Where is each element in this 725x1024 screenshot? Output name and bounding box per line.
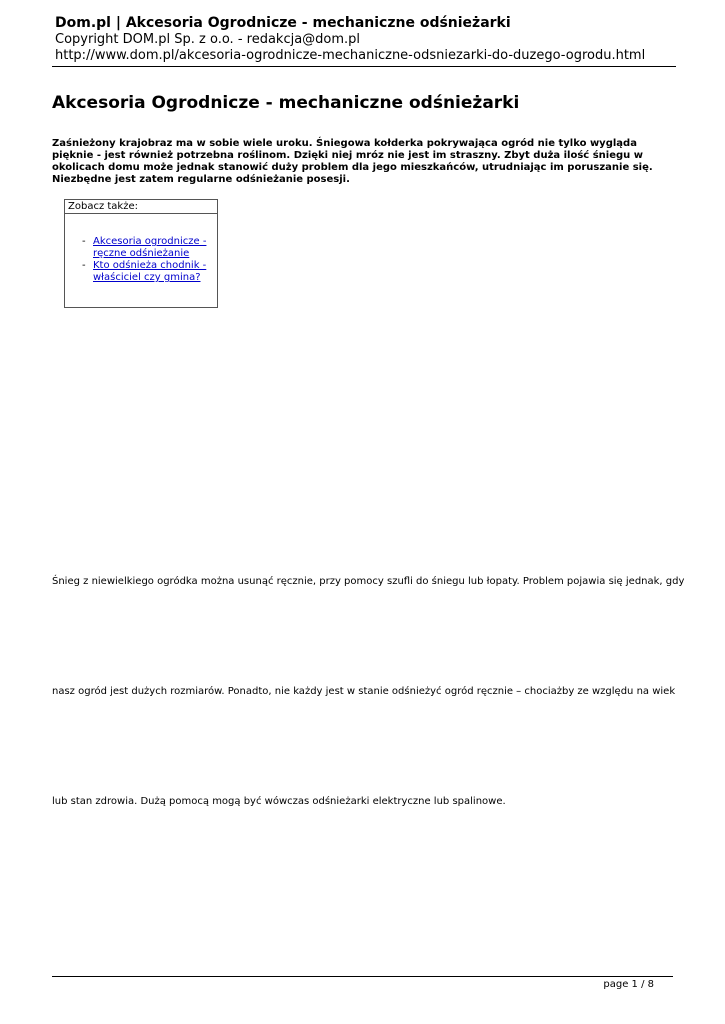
list-bullet: -	[82, 260, 86, 271]
copyright-line: Copyright DOM.pl Sp. z o.o. - redakcja@dom.pl	[55, 32, 361, 47]
list-bullet: -	[82, 236, 86, 247]
body-text-line: Śnieg z niewielkiego ogródka można usunąć ręcznie, przy pomocy szufli do śniegu lub łopaty. Problem pojawia się jednak, gdy	[52, 576, 685, 587]
see-also-box	[64, 199, 218, 308]
article-lead: Zaśnieżony krajobraz ma w sobie wiele uroku. Śniegowa kołderka pokrywająca ogród nie tylko wygląda pięknie - jest również potrzebna roślinom. Dzięki niej mróz nie jest im straszny. Zbyt duża ilość śniegu w okolicach domu może jednak stanowić duży problem dla jego mieszkańców, utrudniając im poruszanie się. Niezbędne jest zatem regularne odśnieżanie posesji.	[52, 138, 653, 185]
page-header	[52, 14, 676, 67]
see-also-item	[82, 260, 214, 284]
see-also-list	[82, 236, 214, 284]
link-reczne-odsniezanie[interactable]: Akcesoria ogrodnicze - ręczne odśnieżanie	[93, 236, 207, 259]
see-also-item	[82, 236, 214, 260]
page-footer	[52, 976, 673, 990]
article-title: Akcesoria Ogrodnicze - mechaniczne odśnieżarki	[52, 93, 520, 113]
body-text-line: nasz ogród jest dużych rozmiarów. Ponadto, nie każdy jest w stanie odśnieżyć ogród ręcznie – chociażby ze względu na wiek	[52, 686, 676, 697]
site-title: Dom.pl | Akcesoria Ogrodnicze - mechaniczne odśnieżarki	[55, 15, 511, 31]
body-text-line: lub stan zdrowia. Dużą pomocą mogą być wówczas odśnieżarki elektryczne lub spalinowe.	[52, 796, 506, 807]
page-number: page 1 / 8	[603, 979, 654, 990]
source-url: http://www.dom.pl/akcesoria-ogrodnicze-mechaniczne-odsniezarki-do-duzego-ogrodu.html	[55, 48, 646, 63]
link-kto-odsnieza-chodnik[interactable]: Kto odśnieża chodnik - właściciel czy gmina?	[93, 260, 207, 283]
see-also-title: Zobacz także:	[65, 200, 217, 214]
